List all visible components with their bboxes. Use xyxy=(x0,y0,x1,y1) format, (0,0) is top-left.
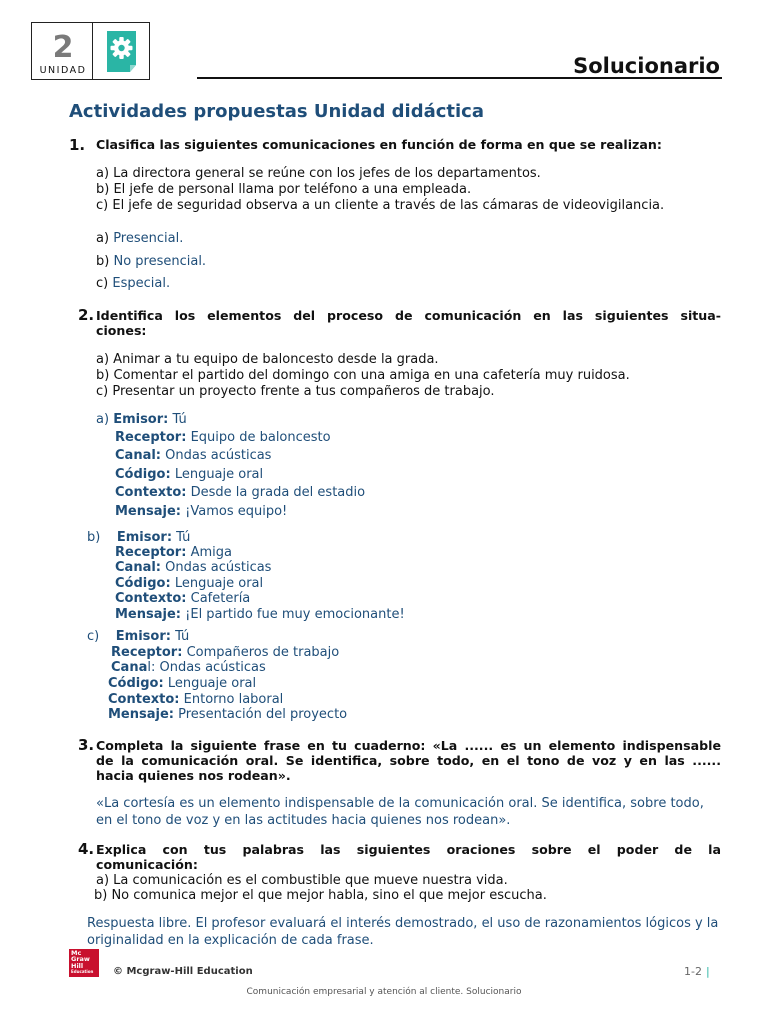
copyright: © Mcgraw-Hill Education xyxy=(113,966,253,977)
question-1-number: 1. xyxy=(69,136,86,154)
unit-number: 2 xyxy=(52,30,74,65)
page-title: Solucionario xyxy=(573,54,720,78)
q2a-emisor: a) Emisor: Tú xyxy=(96,412,187,427)
q2b-mensaje: Mensaje: ¡El partido fue muy emocionante! xyxy=(115,607,405,622)
q2c-contexto: Contexto: Entorno laboral xyxy=(108,692,284,707)
question-4-number: 4. xyxy=(78,840,95,858)
q2a-codigo: Código: Lenguaje oral xyxy=(115,467,264,482)
q2b-codigo: Código: Lenguaje oral xyxy=(115,576,264,591)
question-1-answer-a: a) Presencial. xyxy=(96,231,184,246)
question-2-text-line2: ciones: xyxy=(96,323,147,338)
question-4-answer: Respuesta libre. El profesor evaluará el interés demostrado, el uso de razonamientos lógicos y la originalidad en la explicación de cada frase. xyxy=(87,916,719,948)
q2c-canal: Canal: Ondas acústicas xyxy=(111,660,266,675)
question-1-item-b: b) El jefe de personal llama por teléfono a una empleada. xyxy=(96,182,472,197)
question-2-text-line1: Identifica los elementos del proceso de comunicación en las siguientes situa- xyxy=(96,308,721,323)
question-4-item-a: a) La comunicación es el combustible que mueve nuestra vida. xyxy=(96,873,508,888)
question-3-line2: de la comunicación oral. Se identifica, sobre todo, en el tono de voz y en las ...... xyxy=(96,753,721,768)
unit-label: UNIDAD xyxy=(39,65,87,76)
question-1-item-a: a) La directora general se reúne con los jefes de los departamentos. xyxy=(96,166,541,181)
question-3-number: 3. xyxy=(78,736,95,754)
publisher-logo: Mc Graw Hill Education xyxy=(69,949,99,977)
q2b-contexto: Contexto: Cafetería xyxy=(115,591,251,606)
icon-box xyxy=(93,22,150,80)
q2a-mensaje: Mensaje: ¡Vamos equipo! xyxy=(115,504,288,519)
unit-box xyxy=(31,22,93,80)
question-1-item-c: c) El jefe de seguridad observa a un cliente a través de las cámaras de videovigilancia. xyxy=(96,198,665,213)
q2a-canal: Canal: Ondas acústicas xyxy=(115,448,272,463)
q2c-mensaje: Mensaje: Presentación del proyecto xyxy=(108,707,348,722)
question-2-number: 2. xyxy=(78,306,95,324)
question-4-item-b: b) No comunica mejor el que mejor habla, sino el que mejor escucha. xyxy=(94,888,547,903)
q2b-emisor: b) Emisor: Tú xyxy=(87,530,191,545)
question-4-line2: comunicación: xyxy=(96,857,198,872)
q2c-emisor: c) Emisor: Tú xyxy=(87,629,190,644)
question-1-answer-b: b) No presencial. xyxy=(96,254,207,269)
q2c-codigo: Código: Lenguaje oral xyxy=(108,676,257,691)
question-3-line3: hacia quienes nos rodean». xyxy=(96,768,291,783)
q2c-receptor: Receptor: Compañeros de trabajo xyxy=(111,645,340,660)
q2a-receptor: Receptor: Equipo de baloncesto xyxy=(115,430,331,445)
question-2-item-a: a) Animar a tu equipo de baloncesto desde la grada. xyxy=(96,352,439,367)
question-1-answer-c: c) Especial. xyxy=(96,276,171,291)
question-1-text: Clasifica las siguientes comunicaciones en función de forma en que se realizan: xyxy=(96,137,662,152)
question-3-line1: Completa la siguiente frase en tu cuaderno: «La ...... es un elemento indispensable xyxy=(96,738,721,753)
q2b-canal: Canal: Ondas acústicas xyxy=(115,560,272,575)
question-4-line1: Explica con tus palabras las siguientes oraciones sobre el poder de la xyxy=(96,842,721,857)
q2a-contexto: Contexto: Desde la grada del estadio xyxy=(115,485,366,500)
question-2-item-c: c) Presentar un proyecto frente a tus compañeros de trabajo. xyxy=(96,384,495,399)
q2b-receptor: Receptor: Amiga xyxy=(115,545,232,560)
question-3-answer: «La cortesía es un elemento indispensable de la comunicación oral. Se identifica, sobre todo, en el tono de voz y en las actitudes hacia quienes nos rodean». xyxy=(96,796,704,828)
gear-document-icon xyxy=(93,23,150,81)
question-2-item-b: b) Comentar el partido del domingo con una amiga en una cafetería muy ruidosa. xyxy=(96,368,630,383)
book-title-footer: Comunicación empresarial y atención al cliente. Solucionario xyxy=(246,987,522,997)
section-title: Actividades propuestas Unidad didáctica xyxy=(69,101,484,122)
page-number: 1-2 | xyxy=(684,965,710,978)
